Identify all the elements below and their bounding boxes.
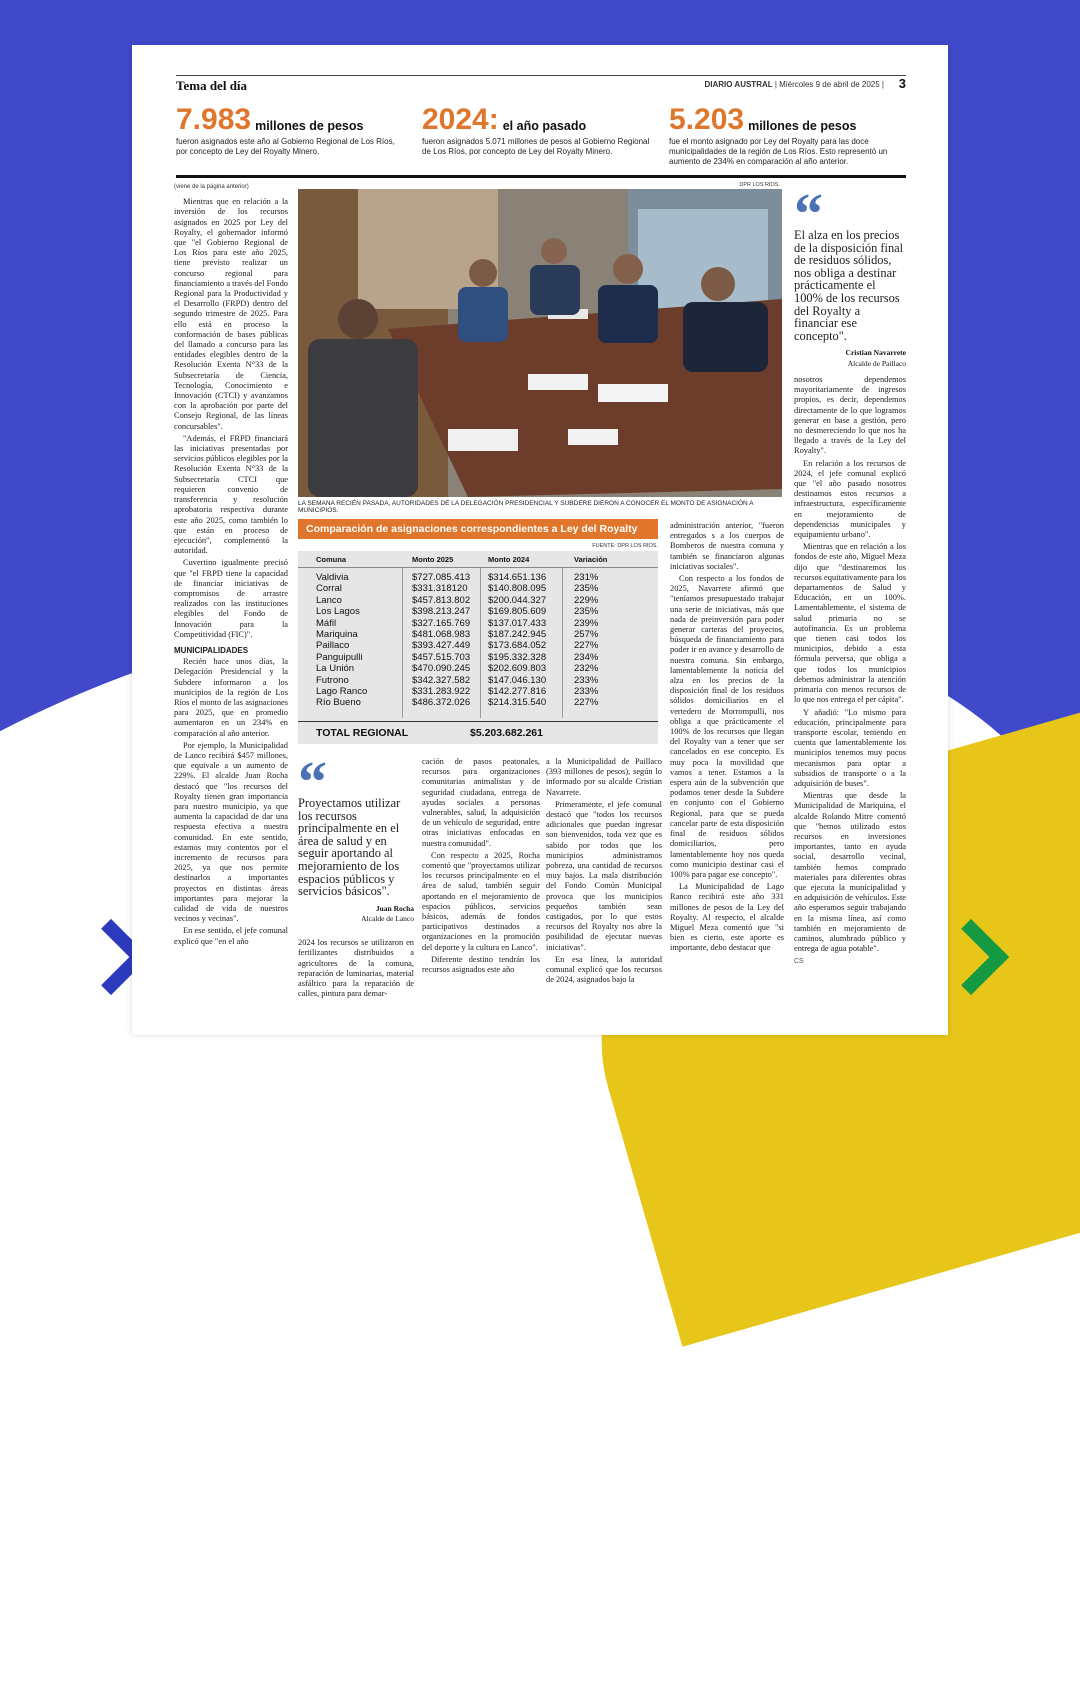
cell: $331.283.922 (412, 686, 471, 697)
table-row (298, 595, 658, 606)
cell: $200.044.327 (488, 594, 547, 606)
cell: $169.805.609 (488, 606, 547, 618)
stat-number: 2024: (422, 103, 499, 136)
paragraph: a la Municipalidad de Paillaco (393 millones de pesos), según lo informado por su alcalde Cristian Navarrete. (546, 757, 662, 797)
quote-mark-icon: “ (794, 189, 823, 229)
quote-role: Alcalde de Lanco (361, 913, 414, 923)
cell: $486.372.026 (412, 697, 471, 709)
paragraph: 2024 los recursos se utilizaron en fertilizantes distribuidos a agricultores de la comuna, reparación de luminarias, material asfáltico para la reparación de calles, pintura para demar- (298, 938, 414, 999)
cell: 234% (574, 651, 599, 663)
cell: $173.684.052 (488, 640, 547, 652)
stat-box-municipal (669, 105, 899, 167)
meeting-photo-illustration (298, 189, 782, 497)
table-row (298, 652, 658, 663)
article-column-6 (794, 375, 906, 1025)
cell: Mariquina (316, 629, 358, 640)
stat-box-2025 (176, 105, 406, 157)
stat-number: 7.983 (176, 103, 252, 136)
quote-author: Cristian Navarrete (845, 348, 906, 358)
paragraph: Recién hace unos días, la Delegación Presidencial y la Subdere informaron a los municipios de la región de Los Ríos el monto de las asignaciones para 2025, que en promedio aumentaron en un 234% en comparación al año anterior. (174, 657, 288, 738)
cell: 233% (574, 686, 599, 697)
paragraph: "Además, el FRPD financiará las iniciativas presentadas por servicios públicos elegibles por la Resolución Exenta N°33 de la Subsecretaría CTCI que requieren convenio de transferencia y resolución aprobatoria respectiva durante este año 2025, como también lo que están en proceso de ejecución", complementó la autoridad. (174, 433, 288, 556)
paragraph: La Municipalidad de Lago Ranco recibirá este año 331 millones de pesos de la Ley del Royalty. Al respecto, el alcalde Miguel Meza comentó que "si bien es cierto, este aporte es importante, debo destacar que (670, 882, 784, 953)
paragraph: administración anterior, "fueron entregados s a los cuerpos de Bomberos de nuestra comuna y también se financiaron algunas iniciativas sociales". (670, 521, 784, 571)
cell: 229% (574, 594, 599, 606)
paragraph: nosotros dependemos mayoritariamente de ingresos propios, es decir, dependemos directamente de lo que logramos generar en base a gestión, pero no desmereciendo lo que nos ha llegado a través de la Ley del Royalty". (794, 375, 906, 456)
cell: Los Lagos (316, 606, 360, 618)
article-column-5 (670, 521, 784, 1026)
newspaper-page (132, 45, 948, 1035)
cell: $398.213.247 (412, 606, 471, 618)
table-row (298, 606, 658, 617)
stat-description: fueron asignados 5.071 millones de pesos al Gobierno Regional de Los Ríos, por concepto de Ley del Royalty Minero. (422, 137, 650, 156)
paragraph: Y añadió: "Lo mismo para educación, principalmente para transporte escolar, teniendo en cuenta que lamentablemente los municipios tenemos muy pocos mecanismos para optar a subsidios de transporte o a la adquisición de buses". (794, 707, 906, 788)
table-row (298, 640, 658, 651)
header-cell: Comuna (316, 555, 346, 564)
stat-number: 5.203 (669, 103, 745, 136)
quote-text: Proyectamos utilizar los recursos principalmente en el área de salud y en seguir aportando al mejoramiento de los espacios públicos y servicios básicos". (298, 796, 401, 899)
cell: 233% (574, 674, 599, 686)
cell: $393.427.449 (412, 640, 471, 652)
cell: $142.277.816 (488, 686, 547, 697)
cell: Paillaco (316, 640, 350, 652)
table-row (298, 697, 658, 708)
cell: $314.651.136 (488, 572, 547, 583)
cell: Panguipulli (316, 651, 363, 663)
paragraph: Mientras que desde la Municipalidad de Mariquina, el alcalde Rolando Mitre comentó que "hemos utilizado estos recursos en inversiones importantes, tanto en ayuda social, desarrollo vecinal, también hemos comprado materiales para diferentes obras que ejecuta la municipalidad y en adquisición de vehículos. Este año esperamos seguir trabajando en la misma línea, así como también en mejoramiento de caminos, alumbrado público y entrega de agua potable". (794, 791, 906, 954)
cell: $331.318120 (412, 583, 468, 595)
cell: La Unión (316, 663, 355, 675)
table-row (298, 675, 658, 686)
quote-navarrete (794, 189, 906, 369)
cell: $187.242.945 (488, 629, 547, 640)
cell: $214.315.540 (488, 697, 547, 709)
cell: Máfil (316, 617, 337, 629)
stat-label: millones de pesos (255, 119, 364, 133)
masthead (176, 75, 906, 93)
header-cell: Monto 2024 (488, 555, 530, 564)
cell: $137.017.433 (488, 617, 547, 629)
paragraph: En esa línea, la autoridad comunal explicó que los recursos de 2024, asignados bajo la (546, 954, 662, 985)
stat-description: fueron asignados este año al Gobierno Regional de Los Ríos, por concepto de Ley del Royalty Minero. (176, 137, 395, 156)
cell: $342.327.582 (412, 674, 471, 686)
table-row (298, 629, 658, 640)
table-row (298, 583, 658, 594)
article-column-4 (546, 757, 662, 1025)
table-source: FUENTE: DPR LOS RÍOS. (592, 543, 658, 549)
cell: Lanco (316, 594, 342, 606)
cell: 235% (574, 606, 599, 618)
cell: $727.085.413 (412, 572, 471, 583)
table-row (298, 618, 658, 629)
table-total-row (298, 721, 658, 744)
cell: 235% (574, 583, 599, 595)
end-mark: CS (794, 958, 804, 966)
paragraph: En relación a los recursos de 2024, el jefe comunal explicó que "el año pasado nosotros destinamos estos recursos a infraestructura, específicamente en mejoramiento de dependencias municipales y equipamiento urbano". (794, 458, 906, 540)
cell: $327.165.769 (412, 617, 471, 629)
table-row (298, 663, 658, 674)
quote-author: Juan Rocha (375, 903, 414, 913)
royalty-table (298, 551, 658, 744)
photo-credit: DPR LOS RÍOS. (739, 182, 780, 188)
cell: Futrono (316, 674, 349, 686)
meeting-photo (298, 189, 782, 497)
paragraph: Con respecto a 2025, Rocha comentó que "proyectamos utilizar los recursos principalmente en el área de salud, también seguir aportando en el mejoramiento de espacios públicos, servicios básicos, además de fondos participativos destinados a organizaciones en la promoción del deporte y la cultura en Lanco". (422, 850, 540, 952)
paragraph: Primeramente, el jefe comunal destacó que "todos los recursos adicionales que puedan ingresar son bienvenidos, toda vez que es sabido por todos que los municipios administramos pobreza, una cantidad de recursos muy bajos. La mala distribución del Fondo Común Municipal provoca que los municipios pequeños también sean castigados, por lo que estos recursos del Royalty nos abre la posibilidad de ejecutar nuevas iniciativas". (546, 799, 662, 952)
cell: $470.090.245 (412, 663, 471, 675)
cell: $481.068.983 (412, 629, 471, 640)
header-cell: Monto 2025 (412, 555, 454, 564)
publication-name: DIARIO AUSTRAL (704, 80, 773, 89)
cell: 239% (574, 617, 599, 629)
publication-info: DIARIO AUSTRAL | Miércoles 9 de abril de 2025 | (704, 80, 884, 89)
quote-rocha (298, 757, 414, 1025)
paragraph: Cuvertino igualmente precisó que "el FRPD tiene la capacidad de financiar iniciativas de compromisos de arrastre realizados con las instituciones elegibles del Fondo de Innovación para la Competitividad (FIC)". (174, 558, 288, 639)
paragraph: cación de pasos peatonales, recursos para organizaciones comunitarias animalistas y de seguridad ciudadana, entrega de ayudas sociales a personas vulnerables, salud, la adquisición de un vehículo de seguridad, entre otras iniciativas enfocadas en nuestra comunidad". (422, 757, 540, 848)
page-number: 3 (898, 76, 906, 91)
continued-note: (viene de la página anterior) (174, 184, 249, 190)
cell: 227% (574, 640, 599, 652)
table-header (298, 551, 658, 568)
cell: 257% (574, 629, 599, 640)
cell: $457.813.802 (412, 594, 471, 606)
stat-label: el año pasado (502, 119, 587, 133)
total-value: $5.203.682.261 (470, 727, 543, 739)
table-title: Comparación de asignaciones correspondientes a Ley del Royalty (298, 519, 658, 539)
paragraph: Con respecto a los fondos de 2025, Navarrete afirmó que "teníamos presupuestado trabajar una serie de iniciativas, más que nada de preinversión para poder generar carteras del proyectos, búsqueda de financiamiento para poder ir en avance y desarrollo de nuestra comuna. Sin embargo, lamentablemente la noticia del alza en los precios de la disposición final de los residuos sólidos domiciliarios en el vertedero de Morrompulli, nos obliga a que prácticamente el 100% de los recursos que llegan del Royalty van a tener que ser cancelados en ese concepto. Es muy poca la movilidad que vamos a tener. Estamos a la espera aún de la subvención que podamos tener desde la Subdere en conjunto con el Gobierno Regional, para que se pueda cancelar parte de esta disposición final de residuos sólidos domiciliarios, pero lamentablemente hoy nos queda como municipio destinar casi el 100% para pagar ese concepto". (670, 574, 784, 879)
stat-description: fue el monto asignado por Ley del Royalty para las doce municipalidades de la región de Los Ríos. Esto representó un aumento de 234% en comparación al año anterior. (669, 137, 888, 166)
stat-box-2024 (422, 105, 652, 157)
cell: $140.808.095 (488, 583, 547, 595)
total-label: TOTAL REGIONAL (316, 727, 409, 739)
cell: $457.515.703 (412, 651, 471, 663)
section-title: Tema del día (176, 78, 248, 93)
quote-role: Alcalde de Paillaco (847, 358, 906, 368)
table-row (298, 572, 658, 583)
cell: Lago Ranco (316, 686, 368, 697)
article-column-1 (174, 182, 288, 1022)
cell: 227% (574, 697, 599, 709)
photo-caption: LA SEMANA RECIÉN PASADA, AUTORIDADES DE LA DELEGACIÓN PRESIDENCIAL Y SUBDERE DIERON A CONOCER EL MONTO DE ASIGNACIÓN A MUNICIPIOS. (298, 500, 754, 514)
subheading: MUNICIPALIDADES (174, 645, 249, 655)
cell: Valdivia (316, 572, 349, 583)
cell: 232% (574, 663, 599, 675)
paragraph: Mientras que en relación a la inversión de los recursos asignados en 2025 por Ley del Royalty, el gobernador informó que "el Gobierno Regional de Los Ríos para este año 2025, tiene previsto realizar un concurso regional para financiamiento a través del Fondo Regional para la Productividad y el Desarrollo (FRPD) dentro del segundo trimestre de 2025. Para ello está en proceso la conformación de bases públicas del llamado a concurso para las entidades elegibles dentro de la Resolución Exenta N°33 de la Subsecretaría de Ciencia, Tecnología, Conocimiento e Innovación (CTCI) y avanzamos con la aprobación por parte del Consejo Regional, de las líneas concursables". (174, 197, 288, 431)
article-column-3 (422, 757, 540, 1025)
cell: 231% (574, 572, 599, 583)
quote-text: El alza en los precios de la disposición final de residuos sólidos, nos obliga a destinar prácticamente el 100% de los recursos del Royalty a financiar ese concepto". (794, 228, 904, 343)
paragraph: Mientras que en relación a los fondos de este año, Miguel Meza dijo que "destinaremos los recursos equitativamente para los departamentos de Salud y Educación, en un 100%. Lamentablemente, el sistema de salud primaria no se autofinancia. Es un problema que tienen casi todos los municipios, debido a esta fórmula perversa, que obliga a que todos los municipios debemos administrar la atención primaria con menos recursos de lo que nos entrega el per cápita". (794, 542, 906, 705)
paragraph: Diferente destino tendrán los recursos asignados este año (422, 954, 540, 975)
cell: $195.332.328 (488, 651, 547, 663)
stat-label: millones de pesos (748, 119, 857, 133)
header-cell: Variación (574, 555, 608, 564)
paragraph: Por ejemplo, la Municipalidad de Lanco recibirá $457 millones, que equivale a un aumento de 229%. El alcalde Juan Rocha destacó que "los recursos del Royalty tienen gran importancia para nuestro municipio, ya que aumenta la capacidad de dar una respuesta efectiva a nuestra comunidad. En este sentido, estamos muy contentos por el incremento de recursos para 2025, ya que nos permite destinarlos a importantes proyectos en distintas áreas importantes para mejorar la calidad de vida de nuestros vecinos y vecinas". (174, 740, 288, 924)
stats-divider (176, 175, 906, 178)
paragraph: En ese sentido, el jefe comunal explicó que "en el año (174, 926, 288, 946)
cell: Corral (316, 583, 342, 595)
cell: Río Bueno (316, 697, 361, 709)
cell: $147.046.130 (488, 674, 547, 686)
cell: $202.609.803 (488, 663, 547, 675)
quote-mark-icon: “ (298, 757, 327, 797)
publication-date: Miércoles 9 de abril de 2025 (779, 80, 880, 89)
table-row (298, 686, 658, 697)
